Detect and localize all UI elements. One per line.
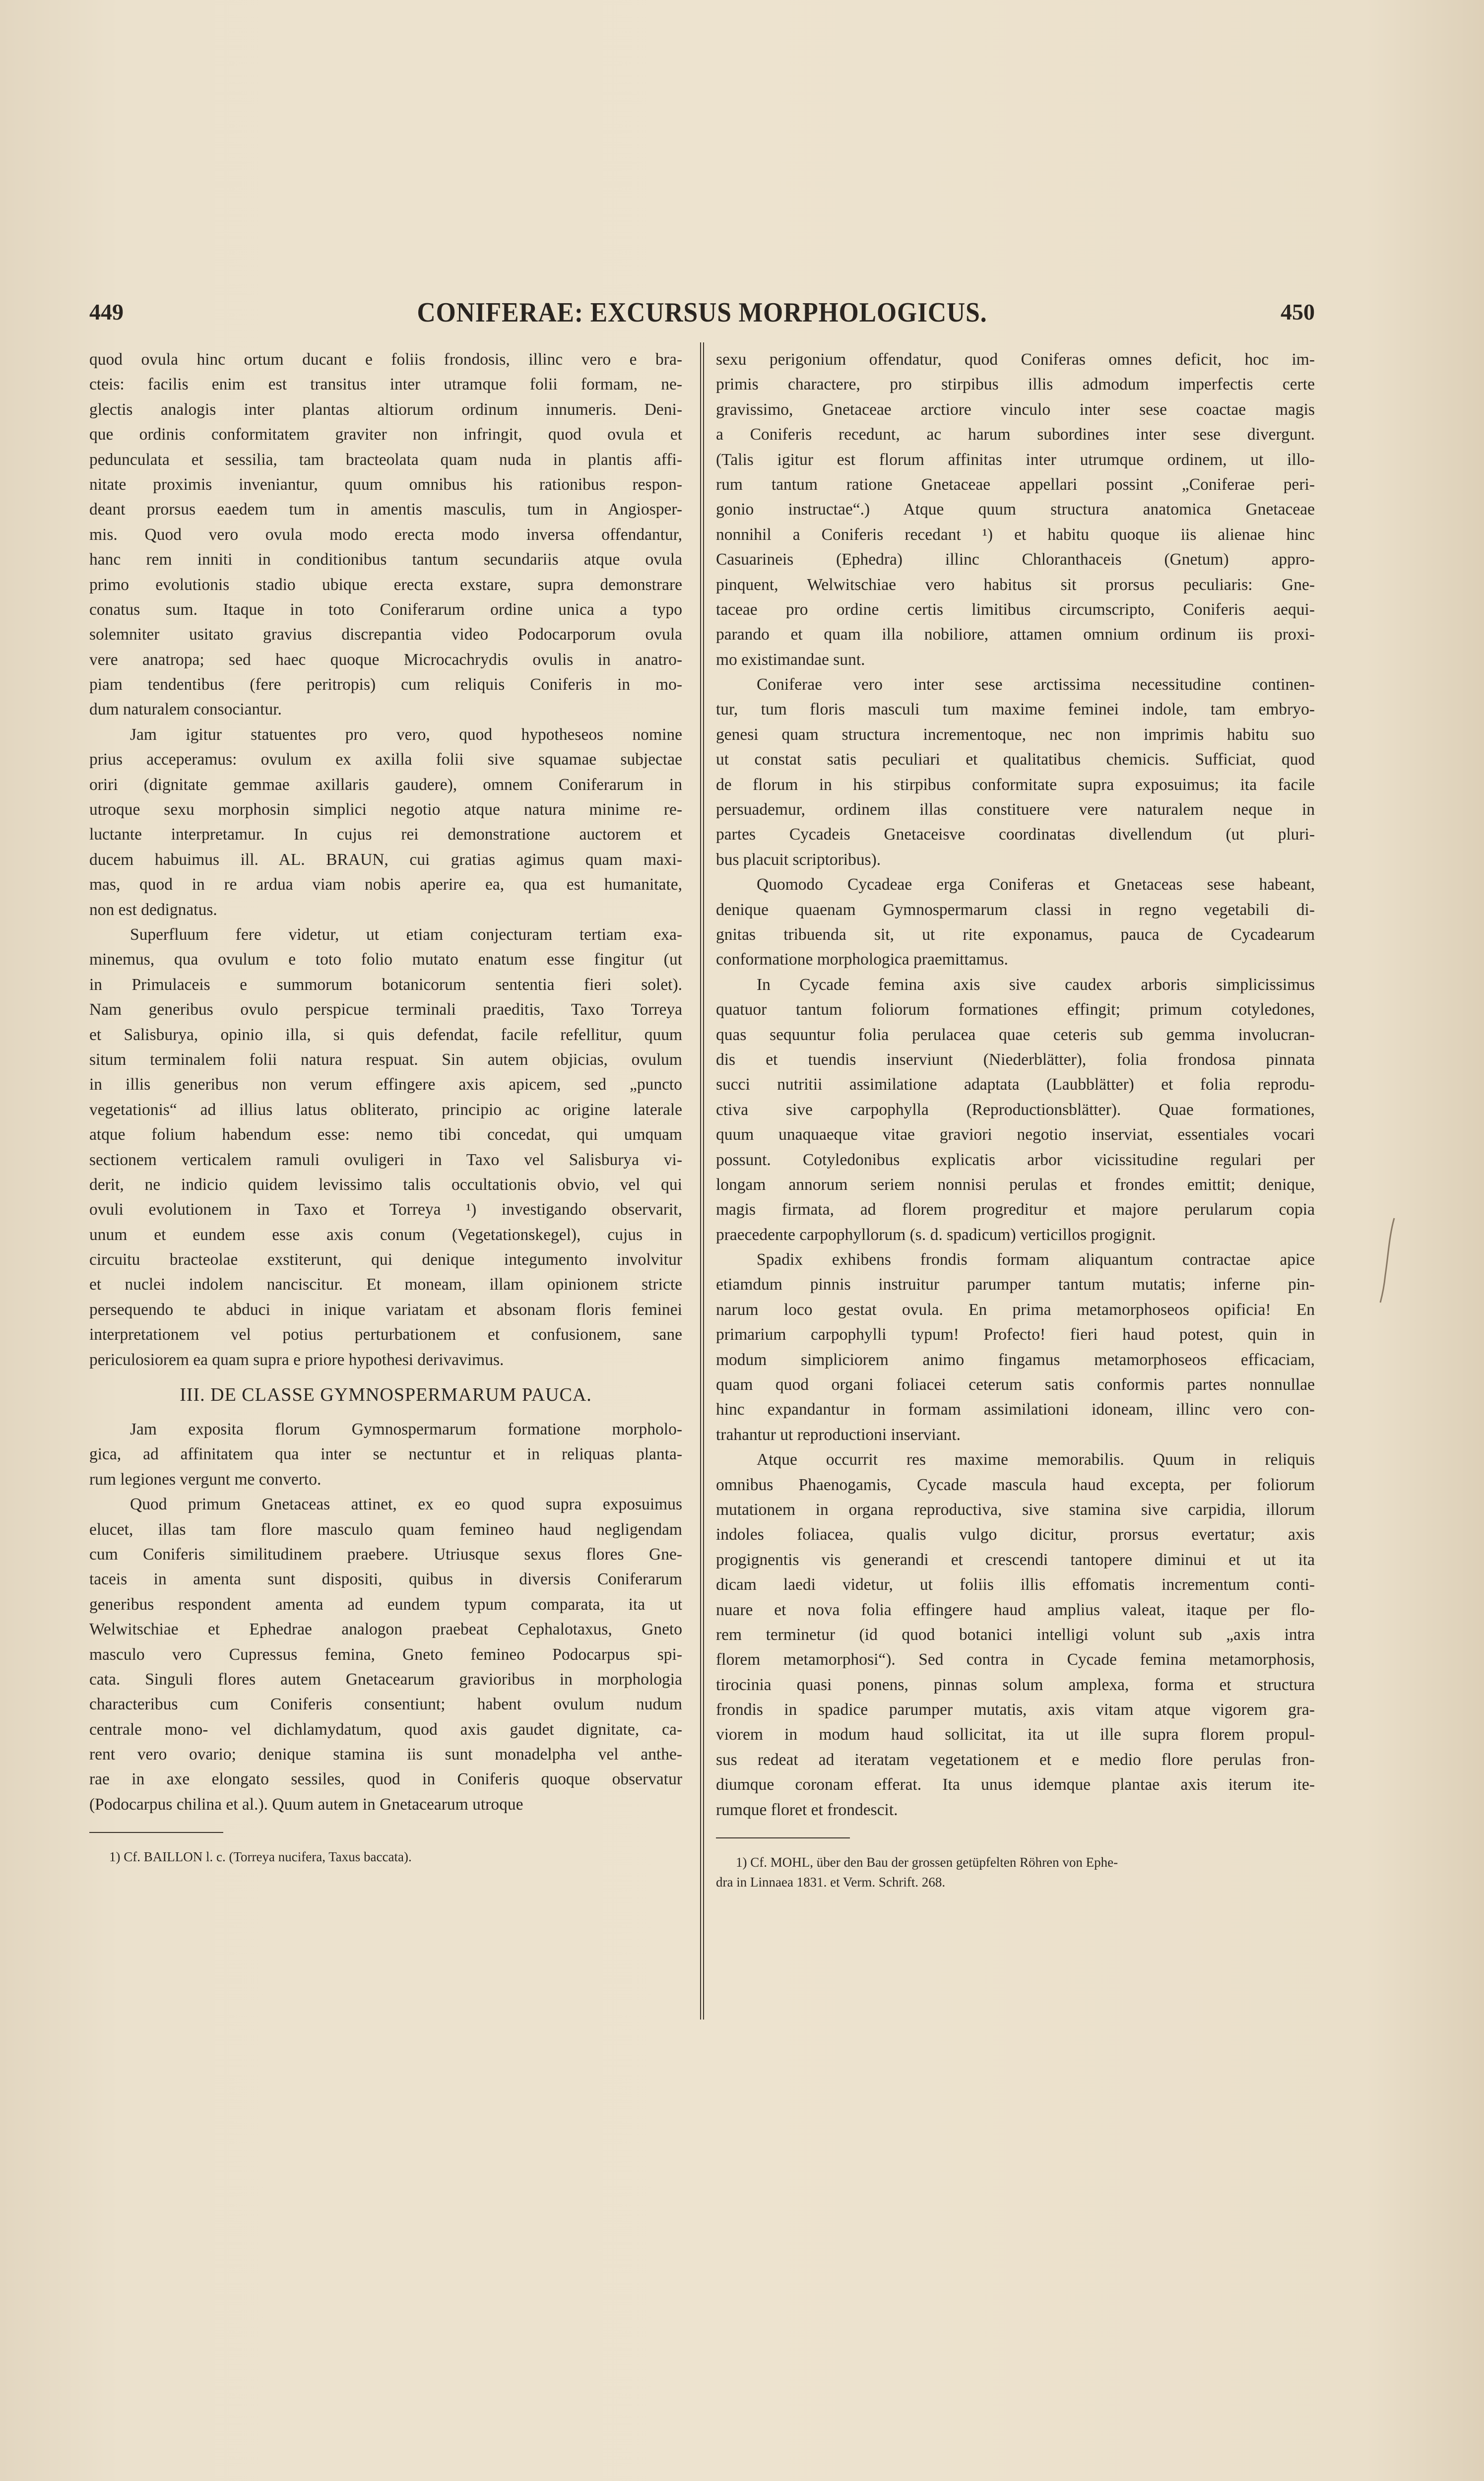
text-line: que ordinis conformitatem graviter non infringit, quod ovula et — [89, 425, 682, 444]
text-line: in Primulaceis e summorum botanicorum sententia fieri solet). — [89, 975, 682, 994]
text-line: possunt. Cotyledonibus explicatis arbor vicissitudine regulari per — [716, 1150, 1315, 1169]
text-line: sectionem verticalem ramuli ovuligeri in Taxo vel Salisburya vi- — [89, 1150, 682, 1169]
text-line: florem metamorphosi“). Sed contra in Cycade femina metamorphosis, — [716, 1650, 1315, 1669]
text-line: pinquent, Welwitschiae vero habitus sit prorsus peculiaris: Gne- — [716, 575, 1315, 594]
text-line: solemniter usitato gravius discrepantia video Podocarporum ovula — [89, 625, 682, 644]
right-column — [716, 347, 1315, 1892]
section-heading: III. DE CLASSE GYMNOSPERMARUM PAUCA. — [180, 1384, 592, 1406]
footnote-rule — [89, 1832, 223, 1833]
text-line: situm terminalem folii natura respuat. Sin autem objicias, ovulum — [89, 1050, 682, 1069]
text-line: genesi quam structura incrementoque, nec non imprimis habitu suo — [716, 725, 1315, 744]
text-line: persequendo te abduci in inique variatam et absonam floris feminei — [89, 1300, 682, 1319]
text-line: persuademur, ordinem illas constituere vere naturalem neque in — [716, 800, 1315, 819]
text-line: rum tantum ratione Gnetaceae appellari possint „Coniferae peri- — [716, 475, 1315, 494]
text-line: rent vero ovario; denique stamina iis sunt monadelpha vel anthe- — [89, 1745, 682, 1764]
text-line: Spadix exhibens frondis formam aliquantum contractae apice — [757, 1250, 1315, 1269]
right-page-number: 450 — [1281, 299, 1315, 325]
text-line: glectis analogis inter plantas altiorum ordinum innumeris. Deni- — [89, 400, 682, 419]
text-line: circuitu bracteolae exstiterunt, qui denique integumento involvitur — [89, 1250, 682, 1269]
text-line: prius acceperamus: ovulum ex axilla folii sive squamae subjectae — [89, 750, 682, 769]
text-line: Quomodo Cycadeae erga Coniferas et Gnetaceas sese habeant, — [757, 875, 1315, 894]
left-paragraph — [89, 347, 682, 722]
text-line: conformatione morphologica praemittamus. — [716, 950, 1008, 969]
text-line: ovuli evolutionem in Taxo et Torreya ¹) investigando observarit, — [89, 1200, 682, 1219]
text-line: non est dedignatus. — [89, 900, 217, 919]
text-line: masculo vero Cupressus femina, Gneto femineo Podocarpus spi- — [89, 1645, 682, 1664]
text-line: in illis generibus non verum effingere axis apicem, sed „puncto — [89, 1075, 682, 1094]
text-line: Jam exposita florum Gymnospermarum formatione morpholo- — [130, 1420, 682, 1439]
left-paragraph — [89, 1492, 682, 1817]
text-line: rum legiones vergunt me converto. — [89, 1470, 322, 1489]
text-line: sexu perigonium offendatur, quod Coniferas omnes deficit, hoc im- — [716, 350, 1315, 369]
text-line: viorem in modum haud sollicitat, ita ut ille supra florem propul- — [716, 1725, 1315, 1744]
text-line: sus redeat ad iteratam vegetationem et e medio flore perulas fron- — [716, 1750, 1315, 1769]
text-line: rae in axe elongato sessiles, quod in Coniferis quoque observatur — [89, 1770, 682, 1789]
right-paragraph — [716, 872, 1315, 973]
text-line: nitate proximis inveniantur, quum omnibus his rationibus respon- — [89, 475, 682, 494]
footnote-line: 1) Cf. MOHL, über den Bau der grossen getüpfelten Röhren von Ephe- — [736, 1855, 1118, 1870]
left-column — [89, 347, 682, 1867]
text-line: primo evolutionis stadio ubique erecta exstare, supra demonstrare — [89, 575, 682, 594]
text-line: (Talis igitur est florum affinitas inter utrumque ordinem, ut illo- — [716, 450, 1315, 469]
text-line: deant prorsus eaedem tum in amentis masculis, tum in Angiosper- — [89, 500, 682, 519]
text-line: modum simpliciorem animo fingamus metamorphoseos efficaciam, — [716, 1350, 1315, 1369]
text-line: (Podocarpus chilina et al.). Quum autem in Gnetacearum utroque — [89, 1795, 523, 1814]
text-line: gravissimo, Gnetaceae arctiore vinculo inter sese coactae magis — [716, 400, 1315, 419]
right-paragraph — [716, 973, 1315, 1247]
left-paragraph — [89, 722, 682, 922]
text-line: vere anatropa; sed haec quoque Microcachrydis ovulis in anatro- — [89, 650, 682, 669]
text-line: progignentis vis generandi et crescendi tantopere diminui et ut ita — [716, 1550, 1315, 1569]
text-line: atque folium habendum esse: nemo tibi concedat, qui umquam — [89, 1125, 682, 1144]
text-line: gnitas tribuenda sit, ut rite exponamus, pauca de Cycadearum — [716, 925, 1315, 944]
text-line: Casuarineis (Ephedra) illinc Chloranthaceis (Gnetum) appro- — [716, 550, 1315, 569]
text-line: et Salisburya, opinio illa, si quis defendat, facile refellitur, quum — [89, 1025, 682, 1044]
text-line: denique quaenam Gymnospermarum classi in regno vegetabili di- — [716, 900, 1315, 919]
text-line: rumque floret et frondescit. — [716, 1800, 898, 1819]
text-line: dis et tuendis inserviunt (Niederblätter), folia frondosa pinnata — [716, 1050, 1315, 1069]
text-line: quas sequuntur folia perulacea quae ceteris sub gemma involucran- — [716, 1025, 1315, 1044]
text-line: dum naturalem consociantur. — [89, 700, 282, 719]
text-line: minemus, qua ovulum e toto folio mutato enatum esse fingitur (ut — [89, 950, 682, 969]
running-title: CONIFERAE: EXCURSUS MORPHOLOGICUS. — [417, 297, 987, 328]
text-line: derit, ne indicio quidem levissimo talis occultationis obvio, vel qui — [89, 1175, 682, 1194]
footnote: 1) Cf. BAILLON l. c. (Torreya nucifera, Taxus baccata). — [109, 1849, 412, 1865]
text-line: quam quod organi foliacei ceterum satis conformis partes nonnullae — [716, 1375, 1315, 1394]
right-paragraph — [716, 1247, 1315, 1447]
text-line: interpretationem vel potius perturbationem et confusionem, sane — [89, 1325, 682, 1344]
text-line: ducem habuimus ill. AL. BRAUN, cui gratias agimus quam maxi- — [89, 850, 682, 869]
text-line: piam tendentibus (fere peritropis) cum reliquis Coniferis in mo- — [89, 675, 682, 694]
column-divider — [700, 342, 704, 2020]
text-line: mis. Quod vero ovula modo erecta modo inversa offendantur, — [89, 525, 682, 544]
footnote-line: dra in Linnaea 1831. et Verm. Schrift. 268. — [716, 1875, 946, 1890]
text-line: partes Cycadeis Gnetaceisve coordinatas divellendum (ut pluri- — [716, 825, 1315, 844]
text-line: narum loco gestat ovula. En prima metamorphoseos opificia! En — [716, 1300, 1315, 1319]
text-line: parando et quam illa nobiliore, attamen omnium ordinum iis proxi- — [716, 625, 1315, 644]
text-line: hinc expandantur in formam assimilationi idoneam, illinc vero con- — [716, 1400, 1315, 1419]
text-line: gonio instructae“.) Atque quum structura anatomica Gnetaceae — [716, 500, 1315, 519]
text-line: centrale mono- vel dichlamydatum, quod axis gaudet dignitate, ca- — [89, 1720, 682, 1739]
text-line: bus placuit scriptoribus). — [716, 850, 881, 869]
margin-pencil-mark — [1374, 1216, 1404, 1305]
text-line: Nam generibus ovulo perspicue terminali praeditis, Taxo Torreya — [89, 1000, 682, 1019]
text-line: Welwitschiae et Ephedrae analogon praebeat Cephalotaxus, Gneto — [89, 1620, 682, 1639]
text-line: de florum in his stirpibus conformitate supra exposuimus; ita facile — [716, 775, 1315, 794]
text-line: praecedente carpophyllorum (s. d. spadicum) verticillos progignit. — [716, 1225, 1156, 1244]
text-line: indoles foliacea, qualis vulgo dicitur, prorsus evertatur; axis — [716, 1525, 1315, 1544]
text-line: cum Coniferis similitudinem praebere. Utriusque sexus flores Gne- — [89, 1545, 682, 1564]
text-line: mo existimandae sunt. — [716, 650, 865, 669]
text-line: periculosiorem ea quam supra e priore hypothesi derivavimus. — [89, 1350, 504, 1369]
text-line: etiamdum pinnis instruitur parumper tantum mutatis; inferne pin- — [716, 1275, 1315, 1294]
text-line: longam annorum seriem nonnisi perulas et frondes emittit; denique, — [716, 1175, 1315, 1194]
text-line: ut constat satis peculiari et qualitatibus chemicis. Sufficiat, quod — [716, 750, 1315, 769]
text-line: vegetationis“ ad illius latus obliterato, principio ac origine laterale — [89, 1100, 682, 1119]
text-line: utroque sexu morphosin simplici negotio atque natura minime re- — [89, 800, 682, 819]
running-header — [89, 297, 1315, 331]
left-paragraph — [89, 922, 682, 1372]
text-line: magis firmata, ad florem progreditur et majore perularum copia — [716, 1200, 1315, 1219]
text-line: mutationem in organa reproductiva, sive stamina sive carpidia, illorum — [716, 1500, 1315, 1519]
text-line: conatus sum. Itaque in toto Coniferarum ordine unica a typo — [89, 600, 682, 619]
text-line: Superfluum fere videtur, ut etiam conjecturam tertiam exa- — [130, 925, 682, 944]
text-line: characteribus cum Coniferis consentiunt; habent ovulum nudum — [89, 1695, 682, 1714]
text-line: Coniferae vero inter sese arctissima necessitudine continen- — [757, 675, 1315, 694]
text-line: nuare et nova folia effingere haud amplius valeat, itaque per flo- — [716, 1600, 1315, 1619]
text-line: dicam laedi videtur, ut foliis illis effomatis incrementum conti- — [716, 1575, 1315, 1594]
text-line: hanc rem inniti in conditionibus tantum secundariis atque ovula — [89, 550, 682, 569]
text-line: taceae pro ordine certis limitibus circumscripto, Coniferis aequi- — [716, 600, 1315, 619]
text-line: primis charactere, pro stirpibus illis admodum imperfectis certe — [716, 375, 1315, 394]
text-line: cata. Singuli flores autem Gnetacearum gravioribus in morphologia — [89, 1670, 682, 1689]
text-line: unum et eundem esse axis conum (Vegetationskegel), cujus in — [89, 1225, 682, 1244]
text-line: a Coniferis recedunt, ac harum subordines inter sese divergunt. — [716, 425, 1315, 444]
text-line: elucet, illas tam flore masculo quam feminео haud negligendam — [89, 1520, 682, 1539]
text-line: luctante interpretamur. In cujus rei demonstratione auctorem et — [89, 825, 682, 844]
footnote — [716, 1852, 1315, 1892]
text-line: generibus respondent amenta ad eundem typum comparata, ita ut — [89, 1595, 682, 1614]
text-line: pedunculata et sessilia, tam bracteolata quam nuda in plantis affi- — [89, 450, 682, 469]
text-line: Quod primum Gnetaceas attinet, ex eo quod supra exposuimus — [130, 1495, 682, 1514]
text-line: nonnihil a Coniferis recedant ¹) et habitu quoque iis alienae hinc — [716, 525, 1315, 544]
text-line: et nuclei indolem nanciscitur. Et moneam, illam opinionem stricte — [89, 1275, 682, 1294]
text-line: taceis in amenta sunt dispositi, quibus in diversis Coniferarum — [89, 1570, 682, 1589]
right-paragraph — [716, 672, 1315, 872]
text-line: cteis: facilis enim est transitus inter utramque folii formam, ne- — [89, 375, 682, 394]
text-line: Jam igitur statuentes pro vero, quod hypotheseos nomine — [130, 725, 682, 744]
text-line: rem terminetur (id quod botanici intelligi volunt sub „axis intra — [716, 1625, 1315, 1644]
text-line: trahantur ut reproductioni inserviant. — [716, 1425, 961, 1444]
text-line: oriri (dignitate gemmae axillaris gaudere), omnem Coniferarum in — [89, 775, 682, 794]
text-line: tur, tum floris masculi tum maxime feminei indole, tam embryo- — [716, 700, 1315, 719]
left-page-number: 449 — [89, 299, 124, 325]
left-paragraph — [89, 1417, 682, 1492]
text-line: frondis in spadice parumper mutatis, axis vitam atque vigorem gra- — [716, 1700, 1315, 1719]
text-line: Atque occurrit res maxime memorabilis. Quum in reliquis — [757, 1450, 1315, 1469]
text-line: primarium carpophylli typum! Profecto! fieri haud potest, quin in — [716, 1325, 1315, 1344]
text-line: In Cycade femina axis sive caudex arboris simplicissimus — [757, 975, 1315, 994]
text-line: quatuor tantum foliorum formationes effingit; primum cotyledones, — [716, 1000, 1315, 1019]
text-line: ctiva sive carpophylla (Reproductionsblätter). Quae formationes, — [716, 1100, 1315, 1119]
text-line: mas, quod in re ardua viam nobis aperire ea, qua est humanitate, — [89, 875, 682, 894]
text-line: omnibus Phaenogamis, Cycade mascula haud excepta, per foliorum — [716, 1475, 1315, 1494]
footnote-rule — [716, 1837, 850, 1838]
right-paragraph — [716, 1447, 1315, 1823]
text-line: tirocinia quasi ponens, pinnas solum amplexa, forma et structura — [716, 1675, 1315, 1694]
text-line: quod ovula hinc ortum ducant e foliis frondosis, illinc vero e bra- — [89, 350, 682, 369]
text-line: succi nutritii assimilatione adaptata (Laubblätter) et folia reprodu- — [716, 1075, 1315, 1094]
right-paragraph — [716, 347, 1315, 672]
text-line: quum unaquaeque vitae graviori negotio inserviat, essentiales vocari — [716, 1125, 1315, 1144]
text-line: diumque coronam efferat. Ita unus idemque plantae axis iterum ite- — [716, 1775, 1315, 1794]
text-line: gica, ad affinitatem qua inter se nectuntur et in reliquas planta- — [89, 1445, 682, 1464]
